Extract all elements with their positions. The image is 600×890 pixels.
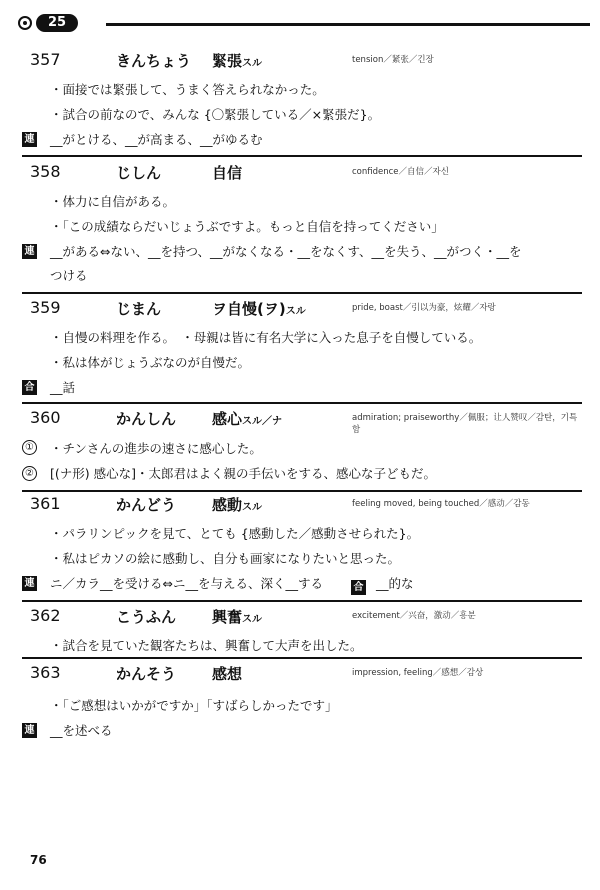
vocab-entry-360 [22,408,582,481]
sense-row [22,430,582,456]
entry-word: 緊張スル [212,52,263,70]
entry-reading: じしん [116,164,162,182]
collocation-row [22,713,582,738]
example-sentence: ・私は体がじょうぶなのが自慢だ。 [50,355,251,370]
track-number: 25 [36,14,78,32]
example-sentence: [(ナ形) 感心な]・太郎君はよく親の手伝いをする、感心な子どもだ。 [50,466,436,481]
example-sentence: ・「この成績ならだいじょうぶですよ。もっと自信を持ってください」 [50,219,444,234]
example-sentence: ・面接では緊張して、うまく答えられなかった。 [50,82,325,97]
collocation-row [22,566,582,595]
example-sentence: ・自慢の料理を作る。 ・母親は皆に有名大学に入った息子を自慢している。 [50,330,482,345]
entry-divider [22,402,582,404]
entry-word: 感動スル [212,496,263,514]
vocab-entry-363 [22,663,582,738]
example-sentence: ・チンさんの進歩の速さに感心した。 [50,441,262,456]
collocation-text: __を述べる [50,723,113,738]
entry-translation: admiration; praiseworthy／佩服；让人赞叹／감탄，기특함 [352,413,578,435]
entry-translation: feeling moved, being touched／感动／감동 [352,499,530,509]
compound-row [22,370,582,395]
ren-icon: 連 [22,244,37,259]
entry-reading: かんしん [116,410,177,428]
entry-divider [22,657,582,659]
go-icon: 合 [22,380,37,395]
collocation-text: __がとける、__が高まる、__がゆるむ [50,132,263,147]
sense-number: ② [22,466,37,481]
compound-text: __話 [50,380,76,395]
vocab-entry-358 [22,162,582,283]
entry-divider [22,292,582,294]
collocation-text: __がある⇔ない、__を持つ、__がなくなる・__をなくす、__を失う、__がつく・__を [50,244,522,259]
track-header [18,10,590,36]
ren-icon: 連 [22,723,37,738]
sense-row [22,456,582,481]
entry-reading: きんちょう [116,52,192,70]
audio-track-badge[interactable] [18,14,78,32]
collocation-row [22,234,582,259]
ren-icon: 連 [22,132,37,147]
ren-icon: 連 [22,576,37,591]
entry-reading: じまん [116,300,162,318]
entry-number: 362 [30,606,61,625]
example-sentence: ・「ご感想はいかがですか」「すばらしかったです」 [50,698,338,713]
sense-number: ① [22,440,37,455]
vocab-entry-357 [22,50,582,147]
entry-reading: かんどう [116,496,177,514]
entry-translation: pride, boast／引以为豪，炫耀／자랑 [352,303,496,313]
entry-number: 358 [30,162,61,181]
example-sentence: ・試合を見ていた観客たちは、興奮して大声を出した。 [50,638,363,653]
collocation-text: ニ／カラ__を受ける⇔ニ__を与える、深く__する [50,576,323,591]
entry-number: 361 [30,494,61,513]
header-rule [106,23,590,26]
entry-word: 自信 [212,164,243,182]
compound-text: __的な [375,576,414,591]
entry-number: 363 [30,663,61,682]
entry-number: 359 [30,298,61,317]
entry-translation: excitement／兴奋，激动／흥분 [352,611,476,621]
collocation-row [22,122,582,147]
entry-translation: impression, feeling／感想／감상 [352,668,484,678]
vocab-entry-359 [22,298,582,395]
entry-word: ヲ自慢(ヲ)スル [212,300,306,318]
vocab-entry-362 [22,606,582,653]
go-icon: 合 [351,580,366,595]
entry-number: 357 [30,50,61,69]
entry-reading: こうふん [116,608,177,626]
example-sentence: ・体力に自信がある。 [50,194,176,209]
entry-divider [22,490,582,492]
entry-divider [22,155,582,157]
entry-translation: tension／紧张／긴장 [352,55,434,65]
entry-word: 興奮スル [212,608,263,626]
cd-icon [18,16,32,30]
example-sentence: ・試合の前なので、みんな {〇緊張している／×緊張だ}。 [50,107,381,122]
entry-word: 感心スル／ナ [212,410,283,428]
vocab-entry-361 [22,494,582,595]
entry-translation: confidence／自信／자신 [352,167,449,177]
example-sentence: ・パラリンピックを見て、とても {感動した／感動させられた}。 [50,526,420,541]
entry-word: 感想 [212,665,243,683]
entry-divider [22,600,582,602]
entry-number: 360 [30,408,61,427]
entry-reading: かんそう [116,665,177,683]
example-sentence: ・私はピカソの絵に感動し、自分も画家になりたいと思った。 [50,551,401,566]
collocation-continued: つける [50,268,88,283]
page-number: 76 [30,853,47,867]
